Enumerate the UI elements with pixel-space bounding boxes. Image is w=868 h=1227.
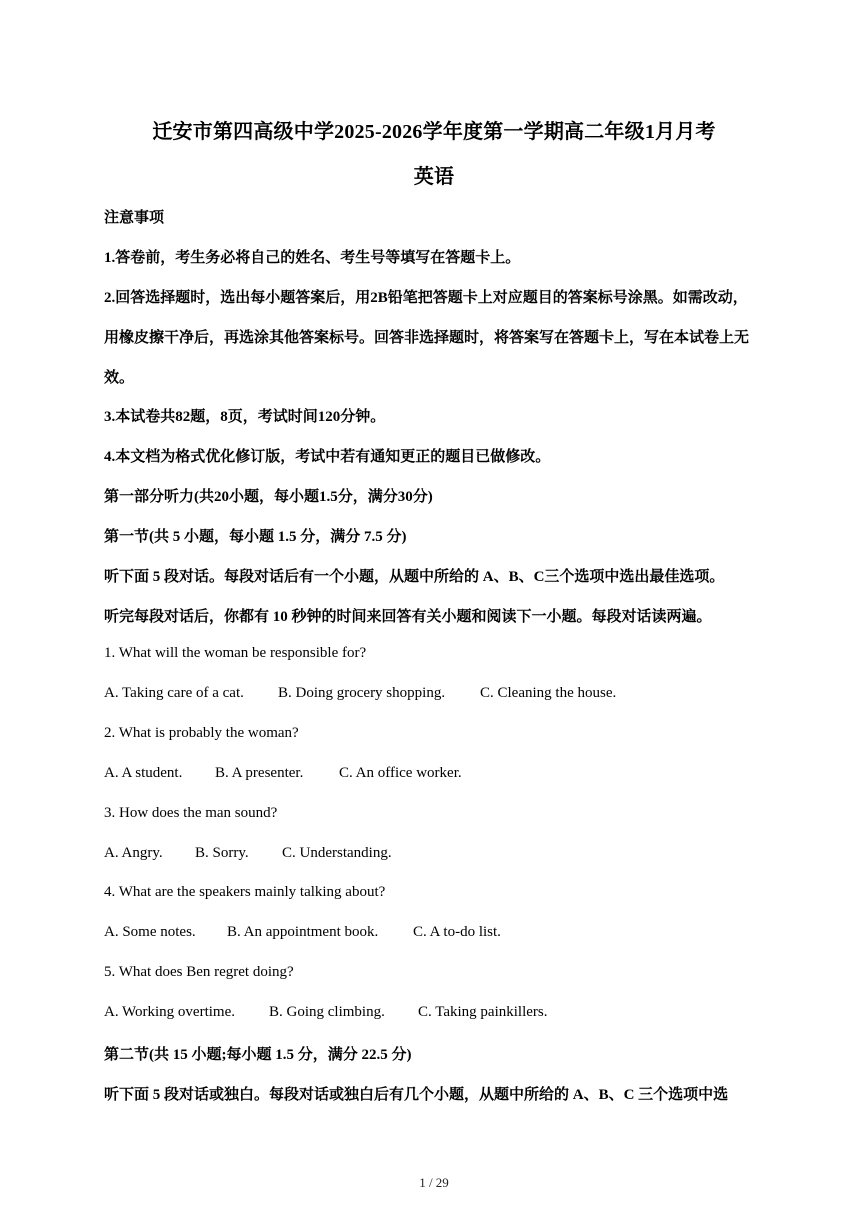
section1-instruction-line1: 听下面 5 段对话。每段对话后有一个小题，从题中所给的 A、B、C三个选项中选出最佳选项。 [104,569,725,585]
option-b: B. An appointment book. [227,924,379,940]
option-c: C. Taking painkillers. [418,1004,548,1020]
section1-heading: 第一节(共 5 小题，每小题 1.5 分，满分 7.5 分) [104,529,407,545]
question-3: 3. How does the man sound? [104,805,278,821]
option-c: C. Understanding. [282,845,392,861]
section2-heading: 第二节(共 15 小题;每小题 1.5 分，满分 22.5 分) [104,1047,412,1063]
notice-item-1: 1.答卷前，考生务必将自己的姓名、考生号等填写在答题卡上。 [104,250,521,266]
section1-instruction-line2: 听完每段对话后，你都有 10 秒钟的时间来回答有关小题和阅读下一小题。每段对话读两遍。 [104,609,712,625]
option-a: A. A student. [104,765,183,781]
notice-item-4: 4.本文档为格式优化修订版，考试中若有通知更正的题目已做修改。 [104,449,551,465]
question-2-options [104,765,462,782]
notice-item-3: 3.本试卷共82题，8页，考试时间120分钟。 [104,409,386,425]
option-b: B. Doing grocery shopping. [278,685,446,701]
question-2: 2. What is probably the woman? [104,725,299,741]
question-3-options [104,845,392,862]
option-a: A. Some notes. [104,924,196,940]
notice-item-2-line2: 用橡皮擦干净后，再选涂其他答案标号。回答非选择题时，将答案写在答题卡上，写在本试卷上无 [104,330,750,346]
exam-title: 迁安市第四高级中学2025-2026学年度第一学期高二年级1月月考 [152,121,716,143]
option-c: C. An office worker. [339,765,462,781]
section2-instruction: 听下面 5 段对话或独白。每段对话或独白后有几个小题，从题中所给的 A、B、C 三个选项中选 [104,1087,729,1103]
question-5-options [104,1004,548,1021]
part1-heading: 第一部分听力(共20小题，每小题1.5分，满分30分) [104,489,433,505]
option-b: B. Going climbing. [269,1004,385,1020]
question-1-options [104,685,616,702]
question-5: 5. What does Ben regret doing? [104,964,294,980]
option-a: A. Taking care of a cat. [104,685,244,701]
question-4-options [104,924,501,941]
question-4: 4. What are the speakers mainly talking about? [104,884,386,900]
option-b: B. Sorry. [195,845,249,861]
page-number: 1 / 29 [419,1175,449,1190]
option-b: B. A presenter. [215,765,304,781]
option-c: C. A to-do list. [413,924,501,940]
notice-heading: 注意事项 [104,210,165,226]
option-a: A. Angry. [104,845,163,861]
option-a: A. Working overtime. [104,1004,235,1020]
notice-item-2-line3: 效。 [104,370,135,386]
exam-subject: 英语 [413,166,455,188]
question-1: 1. What will the woman be responsible for? [104,645,367,661]
notice-item-2-line1: 2.回答选择题时，选出每小题答案后，用2B铅笔把答题卡上对应题目的答案标号涂黑。如需改动， [104,290,748,306]
option-c: C. Cleaning the house. [480,685,617,701]
